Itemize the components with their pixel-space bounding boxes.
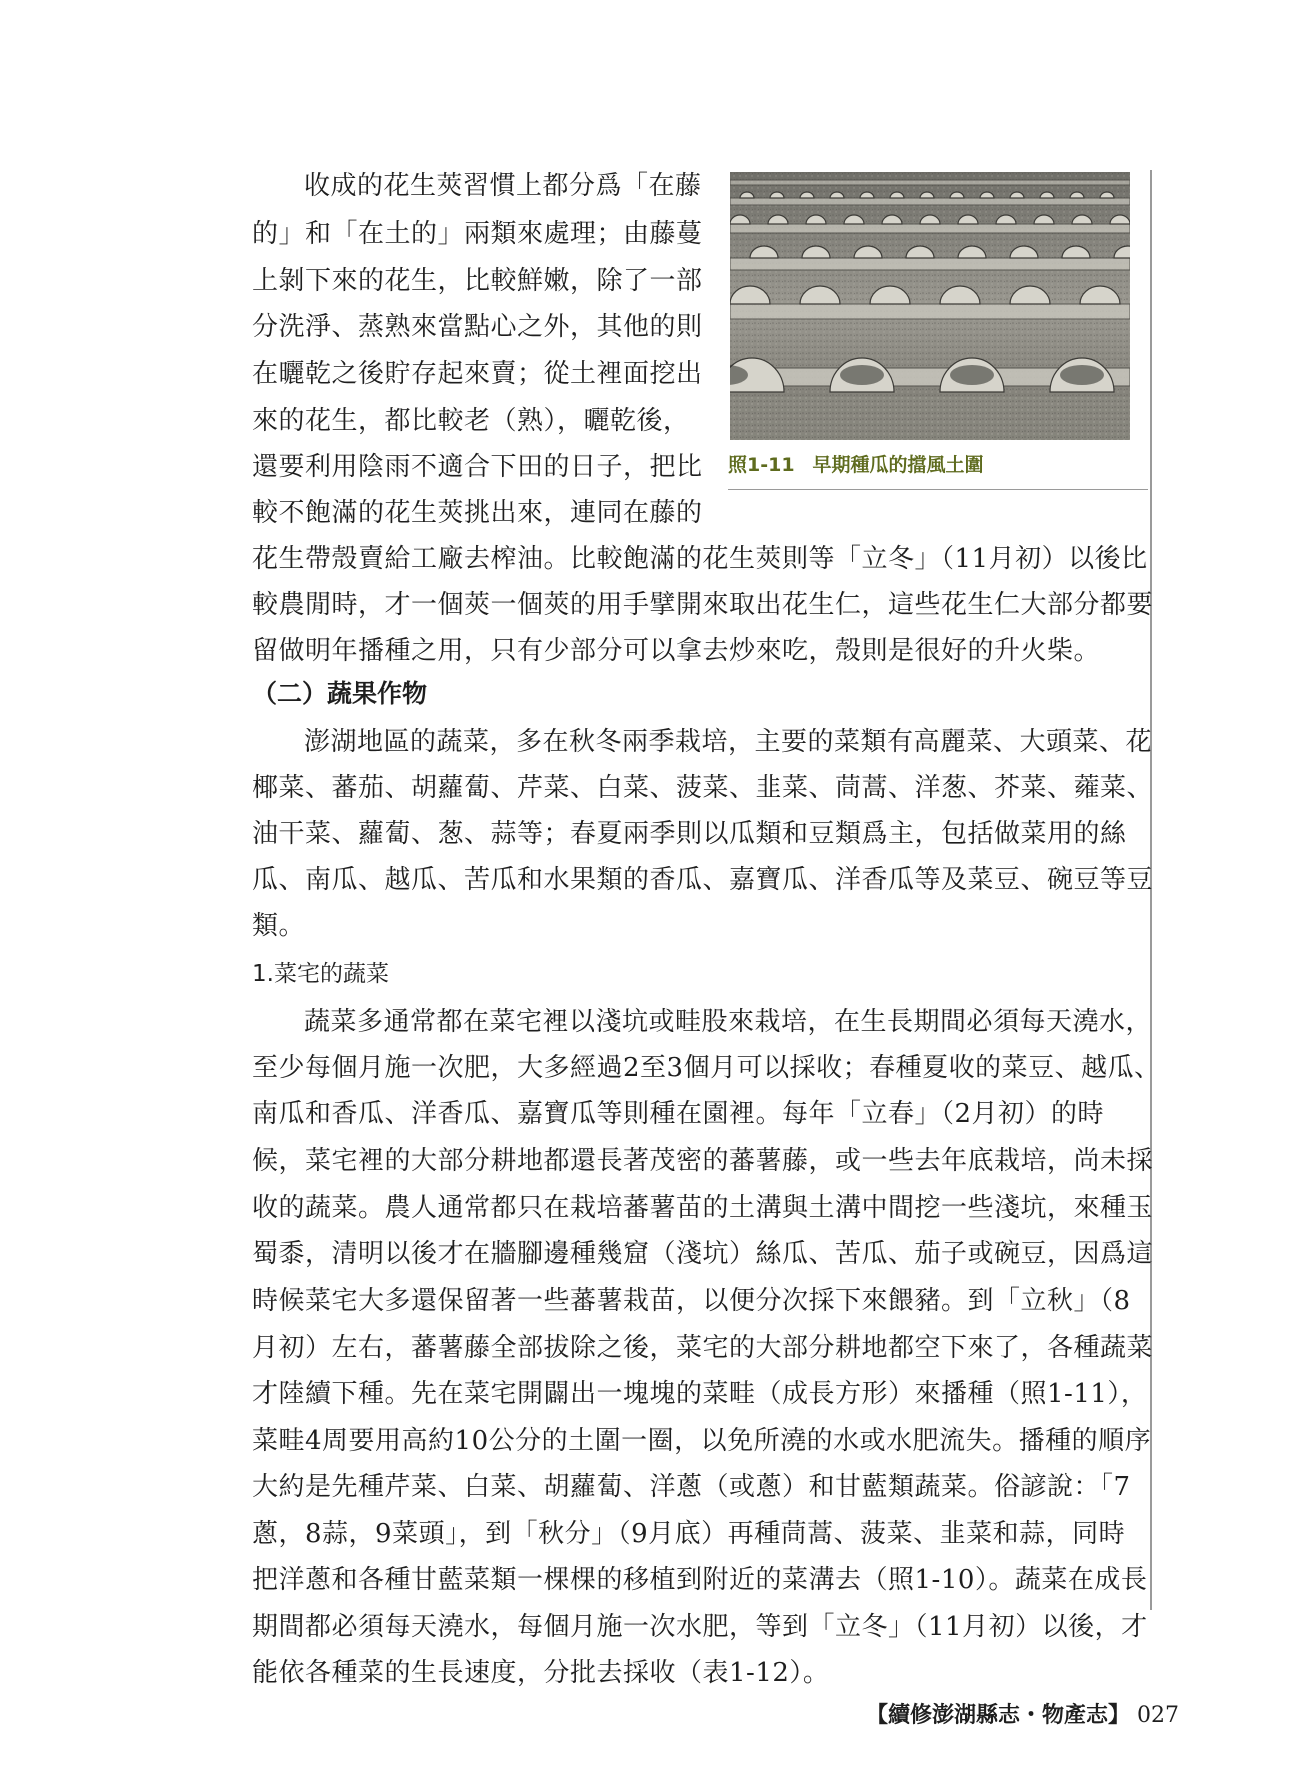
paragraph-line: 月初）左右，蕃薯藤全部拔除之後，菜宅的大部分耕地都空下來了，各種蔬菜 [252,1333,1154,1363]
paragraph-line: 候，菜宅裡的大部分耕地都還長著茂密的蕃薯藤，或一些去年底栽培，尚未採 [252,1146,1154,1176]
paragraph-line: 留做明年播種之用，只有少部分可以拿去炒來吃，殼則是很好的升火柴。 [252,636,1101,666]
paragraph-line: 把洋蔥和各種甘藍菜類一棵棵的移植到附近的菜溝去（照1-10）。蔬菜在成長 [252,1565,1148,1595]
paragraph-line: 蜀黍，清明以後才在牆腳邊種幾窟（淺坑）絲瓜、苦瓜、茄子或碗豆，因爲這 [252,1239,1154,1269]
photo-caption-text: 早期種瓜的擋風土圍 [812,454,984,476]
paragraph-line: 菜畦4周要用高約10公分的土圍一圈，以免所澆的水或水肥流失。播種的順序 [252,1426,1152,1456]
paragraph-line: 能依各種菜的生長速度，分批去採收（表1-12）。 [252,1658,830,1688]
paragraph-line: 在曬乾之後貯存起來賣；從土裡面挖出 [252,359,703,389]
paragraph-line: 類。 [252,911,306,941]
caption-rule [728,489,1148,490]
photo-image [730,172,1130,440]
page-footer [866,1700,1180,1731]
paragraph-line: 來的花生，都比較老（熟），曬乾後， [252,406,690,436]
paragraph-line: 還要利用陰雨不適合下田的日子，把比 [252,452,703,482]
section-heading: （二）蔬果作物 [252,679,428,708]
paragraph-line: 上剝下來的花生，比較鮮嫩，除了一部 [252,266,703,296]
paragraph-line: 椰菜、蕃茄、胡蘿蔔、芹菜、白菜、菠菜、韭菜、茼蒿、洋葱、芥菜、蕹菜、 [252,773,1154,803]
paragraph-line: 蔥，8蒜，9菜頭」，到「秋分」（9月底）再種茼蒿、菠菜、韭菜和蒜，同時 [252,1519,1126,1549]
paragraph-line: 較農閒時，才一個莢一個莢的用手擘開來取出花生仁，這些花生仁大部分都要 [252,590,1154,620]
paragraph-line: 大約是先種芹菜、白菜、胡蘿蔔、洋蔥（或蔥）和甘藍類蔬菜。俗諺說：「7 [252,1472,1131,1502]
paragraph-line: 花生帶殼賣給工廠去榨油。比較飽滿的花生莢則等「立冬」（11月初）以後比 [252,544,1148,574]
photo-windbreak-earth-mounds [730,172,1130,440]
subsection-heading: 1.菜宅的蔬菜 [252,961,389,987]
paragraph-line: 才陸續下種。先在菜宅開闢出一塊塊的菜畦（成長方形）來播種（照1-11）， [252,1379,1148,1409]
paragraph-line: 的」和「在土的」兩類來處理；由藤蔓 [252,219,703,249]
photo-caption-label: 照1-11 [728,454,795,476]
paragraph-line: 至少每個月施一次肥，大多經過2至3個月可以採收；春種夏收的菜豆、越瓜、 [252,1053,1161,1083]
paragraph-line: 油干菜、蘿蔔、葱、蒜等；春夏兩季則以瓜類和豆類爲主，包括做菜用的絲 [252,819,1127,849]
paragraph-line: 蔬菜多通常都在菜宅裡以淺坑或畦股來栽培，在生長期間必須每天澆水， [304,1007,1153,1037]
paragraph-line: 期間都必須每天澆水，每個月施一次水肥，等到「立冬」（11月初）以後，才 [252,1612,1148,1642]
page-number: 027 [1137,1703,1180,1728]
paragraph-line: 時候菜宅大多還保留著一些蕃薯栽苗，以便分次採下來餵豬。到「立秋」（8 [252,1286,1131,1316]
paragraph-line: 澎湖地區的蔬菜，多在秋冬兩季栽培，主要的菜類有高麗菜、大頭菜、花 [304,727,1153,757]
paragraph-line: 分洗淨、蒸熟來當點心之外，其他的則 [252,312,703,342]
paragraph-line: 瓜、南瓜、越瓜、苦瓜和水果類的香瓜、嘉寶瓜、洋香瓜等及菜豆、碗豆等豆 [252,865,1154,895]
paragraph-line: 收的蔬菜。農人通常都只在栽培蕃薯苗的土溝與土溝中間挖一些淺坑，來種玉 [252,1193,1154,1223]
paragraph-line: 收成的花生莢習慣上都分爲「在藤 [304,171,702,201]
paragraph-line: 南瓜和香瓜、洋香瓜、嘉寶瓜等則種在園裡。每年「立春」（2月初）的時 [252,1099,1105,1129]
photo-caption [728,448,1148,482]
paragraph-line: 較不飽滿的花生莢挑出來，連同在藤的 [252,498,703,528]
book-title: 【續修澎湖縣志・物產志】 [866,1702,1131,1728]
